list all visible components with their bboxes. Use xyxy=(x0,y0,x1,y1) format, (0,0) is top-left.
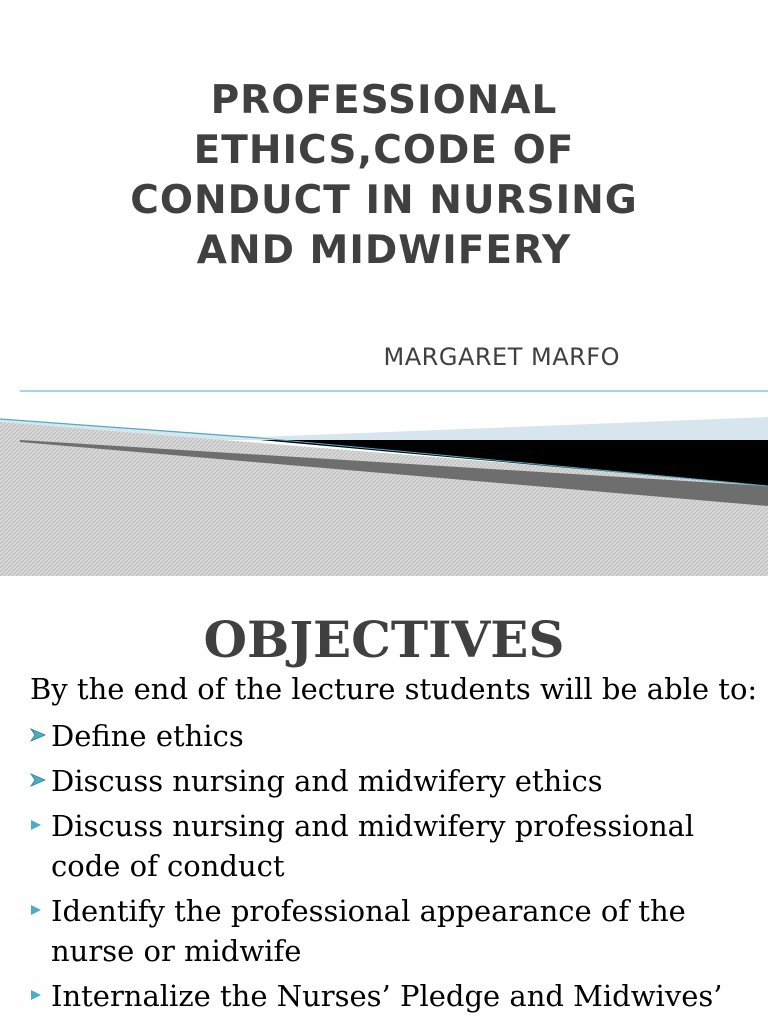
objectives-title: OBJECTIVES xyxy=(203,610,565,669)
triangle-bullet-icon xyxy=(30,976,48,1016)
objective-item xyxy=(0,891,768,971)
objective-item xyxy=(0,716,768,756)
decorative-wave-band xyxy=(0,380,768,576)
objective-text: Identify the professional appearance of the nurse or midwife xyxy=(51,894,686,968)
author-name: MARGARET MARFO xyxy=(383,343,620,371)
objective-text: Internalize the Nurses’ Pledge and Midwives’ xyxy=(51,979,723,1013)
objective-text: Discuss nursing and midwifery ethics xyxy=(51,764,603,798)
objective-text: Discuss nursing and midwifery professional code of conduct xyxy=(51,809,695,883)
triangle-bullet-icon xyxy=(30,806,48,846)
objectives-slide xyxy=(0,576,768,1024)
objective-text: Define ethics xyxy=(51,719,244,753)
objective-item xyxy=(0,806,768,886)
triangle-bullet-icon xyxy=(30,891,48,931)
slide-title: PROFESSIONAL ETHICS,CODE OF CONDUCT IN NURSING AND MIDWIFERY xyxy=(130,78,638,273)
objectives-list xyxy=(0,716,768,1021)
objective-item xyxy=(0,761,768,801)
arrowhead-bullet-icon xyxy=(30,761,48,801)
arrowhead-bullet-icon xyxy=(30,716,48,756)
objectives-intro: By the end of the lecture students will be able to: xyxy=(30,672,758,706)
objective-item xyxy=(0,976,768,1016)
